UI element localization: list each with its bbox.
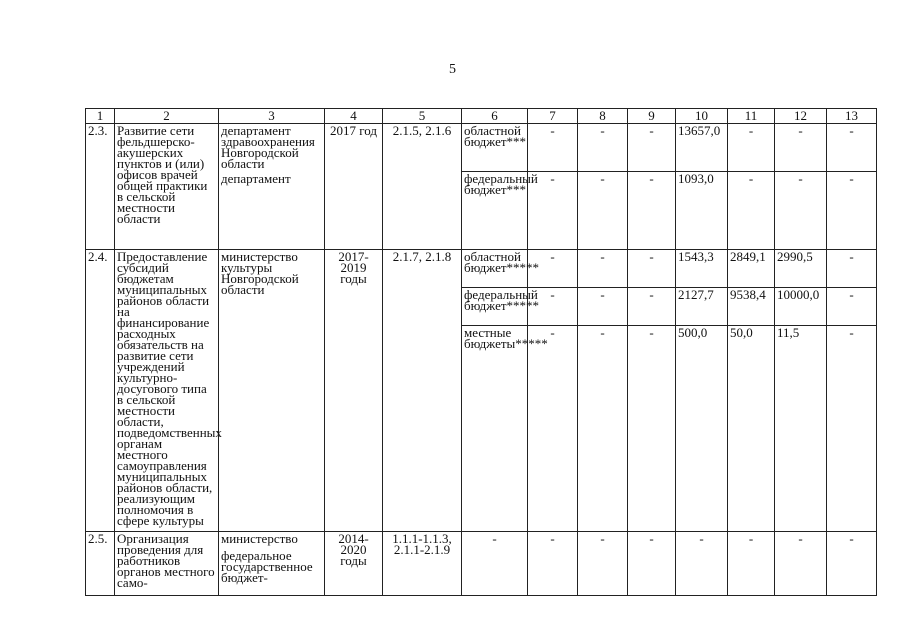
value-cell: - <box>578 172 628 250</box>
source-cell: областной бюджет*** <box>462 124 528 172</box>
value-cell: - <box>728 532 775 596</box>
page-number: 5 <box>449 62 456 77</box>
value-cell: - <box>528 250 578 288</box>
row-number: 2.5. <box>86 532 115 596</box>
header-cell: 8 <box>578 109 628 124</box>
value-cell: - <box>628 288 676 326</box>
indicator-cell: 2.1.5, 2.1.6 <box>383 124 462 250</box>
header-cell: 1 <box>86 109 115 124</box>
header-cell: 3 <box>219 109 325 124</box>
source-cell: федеральный бюджет***** <box>462 288 528 326</box>
table-row <box>86 124 877 172</box>
value-cell: - <box>775 532 827 596</box>
value-cell: - <box>578 124 628 172</box>
executor-text: департамент здравоохранения Новгородской области <box>221 123 315 171</box>
value-cell: - <box>578 532 628 596</box>
source-cell: областной бюджет***** <box>462 250 528 288</box>
table-row <box>86 532 877 596</box>
period-cell: 2017 год <box>325 124 383 250</box>
value-cell: 500,0 <box>676 326 728 532</box>
header-cell: 6 <box>462 109 528 124</box>
value-cell: - <box>827 326 877 532</box>
value-cell: - <box>628 172 676 250</box>
value-cell: - <box>676 532 728 596</box>
row-number: 2.4. <box>86 250 115 532</box>
value-cell: 2849,1 <box>728 250 775 288</box>
executor-text: министерство <box>221 531 298 546</box>
executor-text: федеральное государственное бюджет- <box>221 548 313 585</box>
value-cell: - <box>827 172 877 250</box>
value-cell: - <box>628 532 676 596</box>
value-cell: 13657,0 <box>676 124 728 172</box>
indicator-cell: 1.1.1-1.1.3, 2.1.1-2.1.9 <box>383 532 462 596</box>
header-cell: 10 <box>676 109 728 124</box>
header-cell: 7 <box>528 109 578 124</box>
budget-table <box>85 108 877 596</box>
value-cell: - <box>528 172 578 250</box>
value-cell: 2990,5 <box>775 250 827 288</box>
value-cell: - <box>827 124 877 172</box>
value-cell: 10000,0 <box>775 288 827 326</box>
value-cell: 2127,7 <box>676 288 728 326</box>
row-number: 2.3. <box>86 124 115 250</box>
indicator-cell: 2.1.7, 2.1.8 <box>383 250 462 532</box>
value-cell: - <box>578 250 628 288</box>
header-cell: 9 <box>628 109 676 124</box>
header-cell: 4 <box>325 109 383 124</box>
value-cell: - <box>775 124 827 172</box>
value-cell: 11,5 <box>775 326 827 532</box>
value-cell: - <box>728 124 775 172</box>
header-cell: 11 <box>728 109 775 124</box>
header-row <box>86 109 877 124</box>
header-cell: 5 <box>383 109 462 124</box>
table-row <box>86 250 877 288</box>
executor-text: министерство культуры Новгородской области <box>219 250 325 532</box>
value-cell: - <box>775 172 827 250</box>
source-cell: федеральный бюджет*** <box>462 172 528 250</box>
value-cell: - <box>578 326 628 532</box>
value-cell: - <box>728 172 775 250</box>
value-cell: 50,0 <box>728 326 775 532</box>
value-cell: - <box>827 532 877 596</box>
period-cell: 2014-2020 годы <box>325 532 383 596</box>
header-cell: 13 <box>827 109 877 124</box>
value-cell: - <box>628 326 676 532</box>
executor-cell <box>219 532 325 596</box>
value-cell: 9538,4 <box>728 288 775 326</box>
source-cell: местные бюджеты***** <box>462 326 528 532</box>
value-cell: 1543,3 <box>676 250 728 288</box>
value-cell: - <box>528 288 578 326</box>
value-cell: - <box>528 532 578 596</box>
value-cell: - <box>827 250 877 288</box>
source-cell: - <box>462 532 528 596</box>
measure-name: Развитие сети фельдшерско-акушерских пунктов и (или) офисов врачей общей практики в сельской местности области <box>115 124 219 250</box>
value-cell: - <box>528 124 578 172</box>
header-cell: 12 <box>775 109 827 124</box>
value-cell: - <box>628 250 676 288</box>
measure-name: Предоставление субсидий бюджетам муниципальных районов области на финансирование расходных обязательств на развитие сети учреждений культурно-досугового типа в сельской местности области, подведомственных органам местного самоуправления муниципальных районов области, реализующим полномочия в сфере культуры <box>115 250 219 532</box>
executor-cell <box>219 124 325 250</box>
value-cell: - <box>528 326 578 532</box>
value-cell: - <box>578 288 628 326</box>
header-cell: 2 <box>115 109 219 124</box>
period-cell: 2017-2019 годы <box>325 250 383 532</box>
measure-name: Организация проведения для работников органов местного само- <box>115 532 219 596</box>
value-cell: - <box>827 288 877 326</box>
value-cell: 1093,0 <box>676 172 728 250</box>
executor-text: департамент <box>221 171 291 186</box>
value-cell: - <box>628 124 676 172</box>
